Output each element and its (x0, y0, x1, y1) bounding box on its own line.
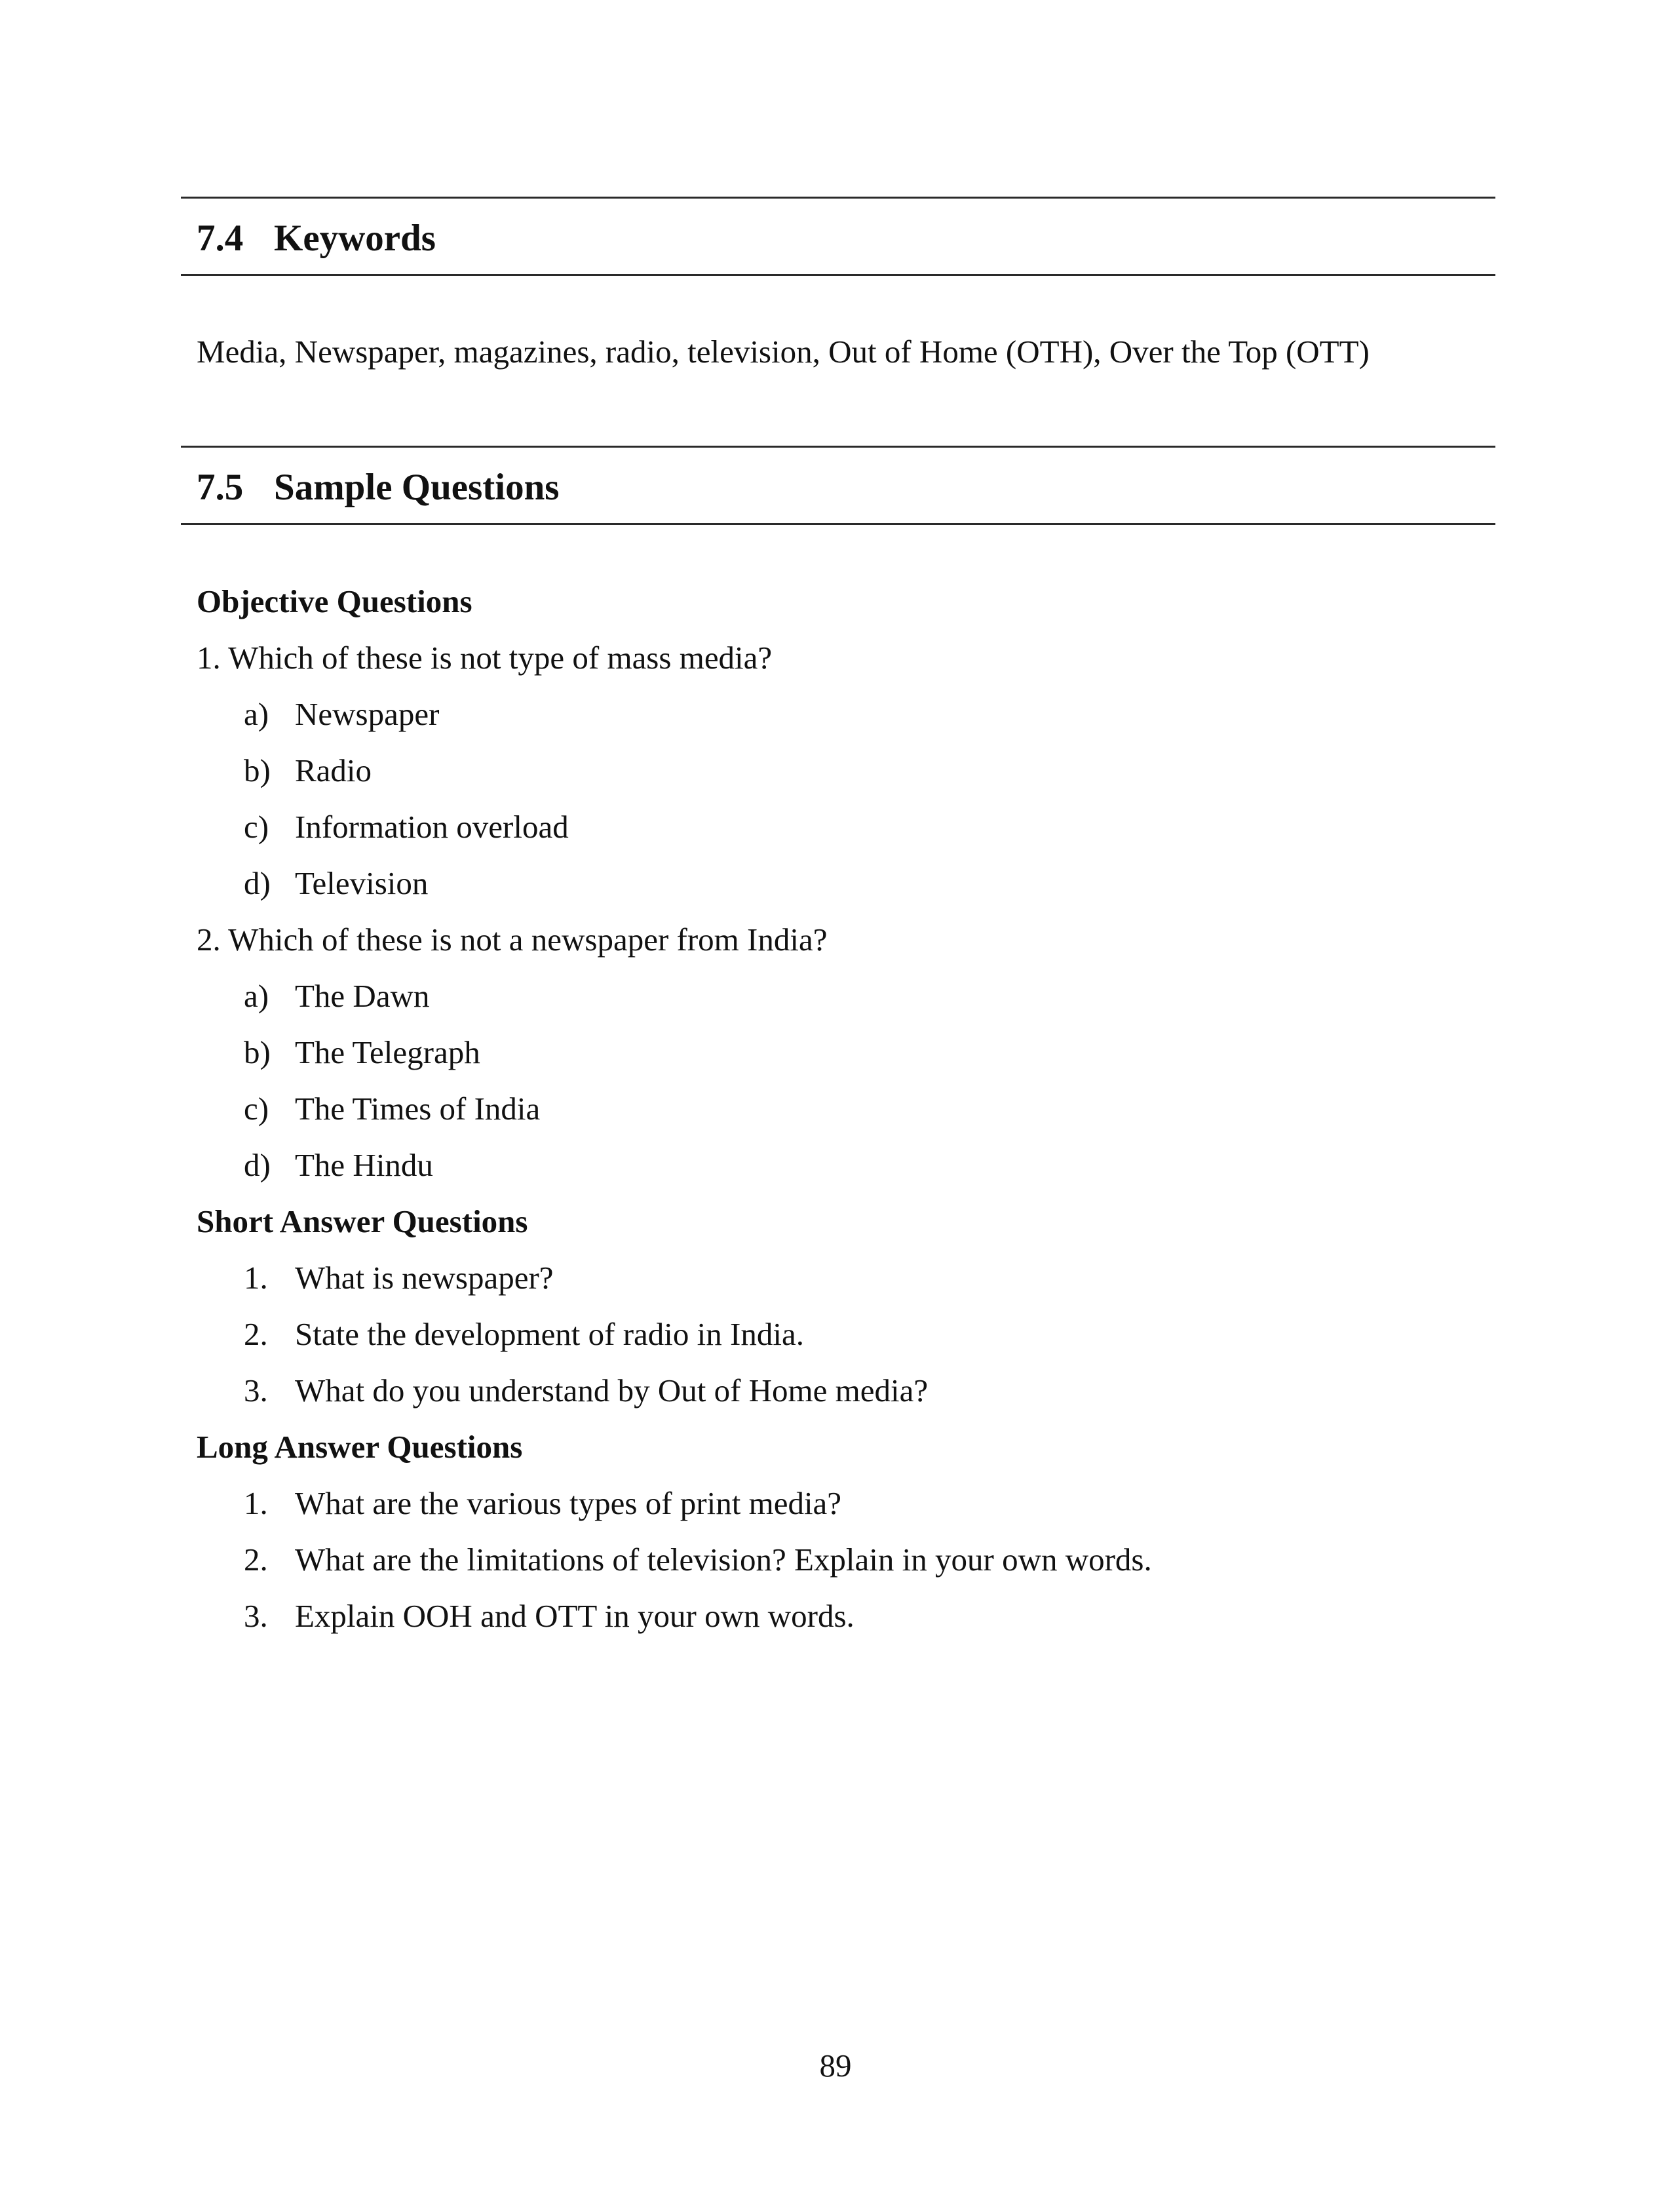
long-answer-heading: Long Answer Questions (197, 1429, 523, 1465)
section-title: Keywords (274, 218, 436, 259)
section-number: 7.5 (197, 467, 244, 508)
option-text: Television (295, 865, 429, 901)
section-heading-questions (197, 469, 560, 506)
question-2: 2. Which of these is not a newspaper from India? (197, 922, 828, 958)
option-text: Radio (295, 752, 372, 788)
section-heading-keywords (197, 220, 436, 257)
option-marker: c) (244, 1091, 269, 1127)
list-item (244, 1262, 554, 1294)
option-item (244, 811, 569, 843)
list-marker: 2. (244, 1542, 268, 1578)
list-text: State the development of radio in India. (295, 1316, 804, 1352)
option-item (244, 980, 429, 1012)
list-marker: 1. (244, 1485, 268, 1521)
short-answer-heading: Short Answer Questions (197, 1203, 528, 1239)
section-title: Sample Questions (274, 467, 560, 508)
list-text: What is newspaper? (295, 1260, 554, 1296)
list-text: Explain OOH and OTT in your own words. (295, 1598, 855, 1634)
option-item (244, 754, 372, 786)
option-marker: c) (244, 809, 269, 845)
list-marker: 2. (244, 1316, 268, 1352)
option-marker: b) (244, 752, 271, 788)
list-item (244, 1374, 928, 1407)
option-text: The Telegraph (295, 1034, 480, 1070)
option-item (244, 698, 439, 730)
rule-bottom-questions (181, 523, 1495, 525)
option-item (244, 1149, 433, 1181)
option-marker: a) (244, 696, 269, 732)
page-number: 89 (819, 2047, 852, 2084)
objective-heading: Objective Questions (197, 583, 472, 619)
option-marker: a) (244, 978, 269, 1014)
option-text: The Times of India (295, 1091, 541, 1127)
question-1: 1. Which of these is not type of mass media? (197, 640, 773, 676)
rule-top-keywords (181, 197, 1495, 199)
list-marker: 3. (244, 1372, 268, 1408)
option-text: The Hindu (295, 1147, 433, 1183)
option-text: Information overload (295, 809, 569, 845)
list-text: What are the limitations of television? Explain in your own words. (295, 1542, 1152, 1578)
list-marker: 1. (244, 1260, 268, 1296)
list-text: What are the various types of print media? (295, 1485, 842, 1521)
keywords-text: Media, Newspaper, magazines, radio, television, Out of Home (OTH), Over the Top (OTT) (197, 334, 1370, 370)
list-item (244, 1487, 841, 1519)
list-item (244, 1543, 1152, 1576)
option-marker: d) (244, 865, 271, 901)
option-text: The Dawn (295, 978, 430, 1014)
list-text: What do you understand by Out of Home media? (295, 1372, 929, 1408)
list-item (244, 1600, 855, 1632)
option-marker: d) (244, 1147, 271, 1183)
section-number: 7.4 (197, 218, 244, 259)
list-marker: 3. (244, 1598, 268, 1634)
option-item (244, 867, 428, 899)
rule-bottom-keywords (181, 274, 1495, 276)
rule-top-questions (181, 446, 1495, 448)
option-marker: b) (244, 1034, 271, 1070)
option-item (244, 1036, 480, 1068)
option-item (244, 1093, 540, 1125)
option-text: Newspaper (295, 696, 440, 732)
list-item (244, 1318, 804, 1350)
